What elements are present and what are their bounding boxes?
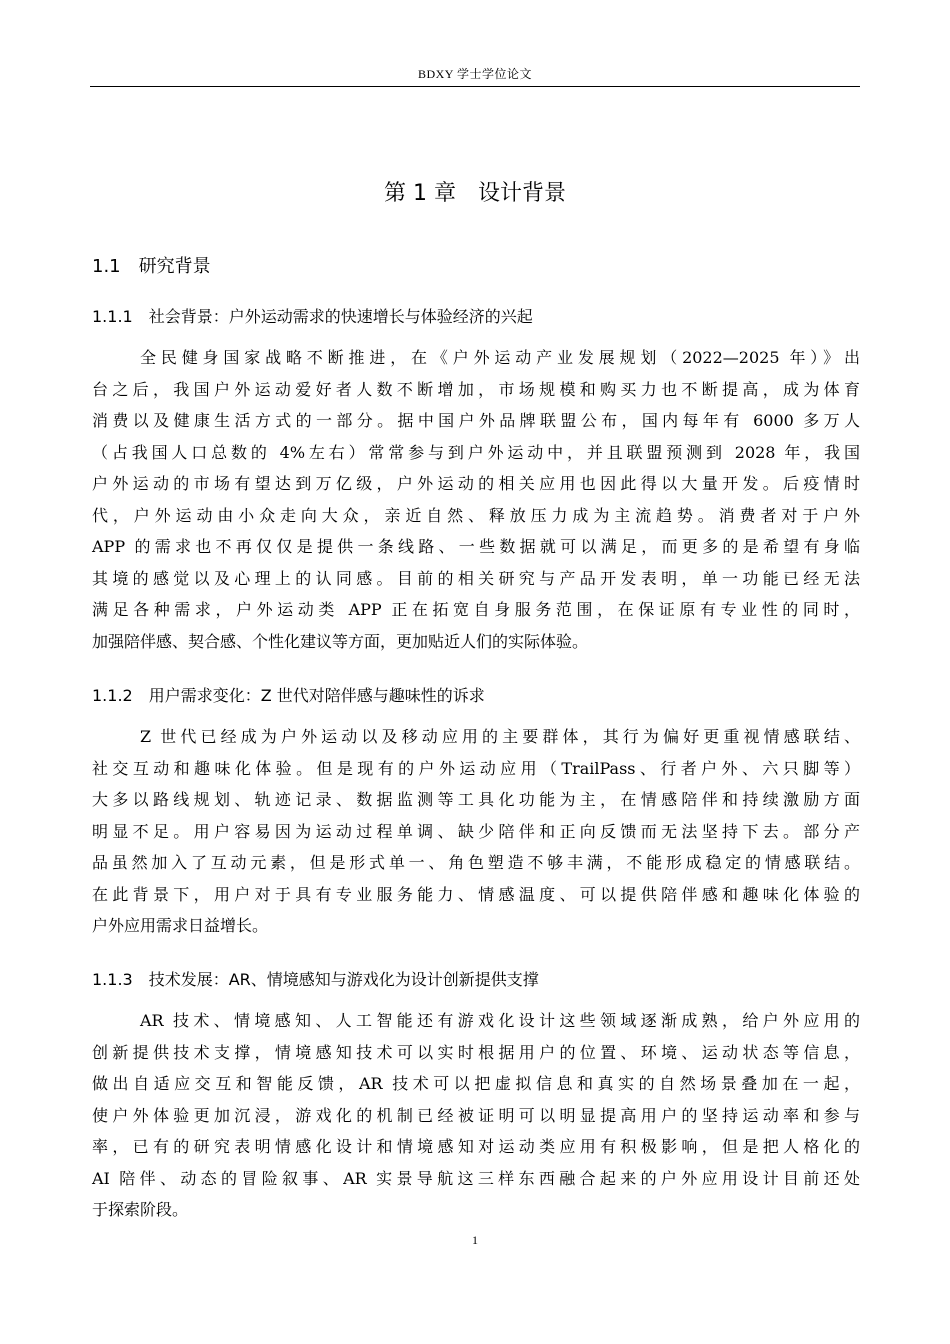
paragraph-line: （占我国人口总数的 4%左右）常常参与到户外运动中，并且联盟预测到 2028 年，我国 xyxy=(92,442,860,462)
paragraph-line: 率，已有的研究表明情感化设计和情境感知对运动类应用有积极影响，但是把人格化的 xyxy=(92,1137,860,1156)
page-number: 1 xyxy=(472,1233,478,1247)
paragraph-line: 于探索阶段。 xyxy=(92,1200,189,1219)
chapter-title: 第 1 章 设计背景 xyxy=(384,181,566,206)
subsection-heading-1-1-1: 1.1.1 社会背景：户外运动需求的快速增长与体验经济的兴起 xyxy=(92,307,533,326)
paragraph-line: 代，户外运动由小众走向大众，亲近自然、释放压力成为主流趋势。消费者对于户外 xyxy=(92,505,860,525)
paragraph-line: 加强陪伴感、契合感、个性化建议等方面，更加贴近人们的实际体验。 xyxy=(92,631,589,651)
paragraph-line: 其境的感觉以及心理上的认同感。目前的相关研究与产品开发表明，单一功能已经无法 xyxy=(92,568,860,588)
subsection-heading-1-1-2: 1.1.2 用户需求变化：Z 世代对陪伴感与趣味性的诉求 xyxy=(92,686,485,705)
paragraph-1-1-1 xyxy=(92,342,860,657)
paragraph-line: 户外应用需求日益增长。 xyxy=(92,916,269,935)
paragraph-line: Z 世代已经成为户外运动以及移动应用的主要群体，其行为偏好更重视情感联结、 xyxy=(140,727,860,746)
paragraph-line: 全民健身国家战略不断推进，在《户外运动产业发展规划（2022—2025 年）》出 xyxy=(140,348,860,367)
paragraph-line: AR 技术、情境感知、人工智能还有游戏化设计这些领域逐渐成熟，给户外应用的 xyxy=(140,1011,860,1030)
paragraph-line: AI 陪伴、动态的冒险叙事、AR 实景导航这三样东西融合起来的户外应用设计目前还处 xyxy=(92,1168,860,1188)
subsection-heading-1-1-3: 1.1.3 技术发展：AR、情境感知与游戏化为设计创新提供支撑 xyxy=(92,970,539,989)
paragraph-line: 大多以路线规划、轨迹记录、数据监测等工具化功能为主，在情感陪伴和持续激励方面 xyxy=(92,790,860,809)
header-rule xyxy=(90,86,860,87)
section-heading-1-1: 1.1 研究背景 xyxy=(92,256,211,277)
paragraph-line: 品虽然加入了互动元素，但是形式单一、角色塑造不够丰满，不能形成稳定的情感联结。 xyxy=(92,853,860,872)
paragraph-1-1-3 xyxy=(92,1005,860,1226)
running-header: BDXY 学士学位论文 xyxy=(417,67,533,81)
paragraph-line: 消费以及健康生活方式的一部分。据中国户外品牌联盟公布，国内每年有 6000 多万人 xyxy=(92,411,860,430)
paragraph-line: 社交互动和趣味化体验。但是现有的户外运动应用（TrailPass、行者户外、六只脚等） xyxy=(92,758,860,778)
paragraph-line: 满足各种需求，户外运动类 APP 正在拓宽自身服务范围，在保证原有专业性的同时， xyxy=(92,600,860,619)
paragraph-line: 做出自适应交互和智能反馈，AR 技术可以把虚拟信息和真实的自然场景叠加在一起， xyxy=(92,1074,860,1093)
paragraph-line: 台之后，我国户外运动爱好者人数不断增加，市场规模和购买力也不断提高，成为体育 xyxy=(92,379,860,399)
paragraph-line: 在此背景下，用户对于具有专业服务能力、情感温度、可以提供陪伴感和趣味化体验的 xyxy=(92,884,860,904)
paragraph-line: 创新提供技术支撑，情境感知技术可以实时根据用户的位置、环境、运动状态等信息， xyxy=(92,1042,860,1062)
paragraph-1-1-2 xyxy=(92,721,860,942)
paragraph-line: APP 的需求也不再仅仅是提供一条线路、一些数据就可以满足，而更多的是希望有身临 xyxy=(92,537,860,556)
paragraph-line: 户外运动的市场有望达到万亿级，户外运动的相关应用也因此得以大量开发。后疫情时 xyxy=(92,474,860,493)
paragraph-line: 使户外体验更加沉浸，游戏化的机制已经被证明可以明显提高用户的坚持运动率和参与 xyxy=(92,1105,860,1125)
paragraph-line: 明显不足。用户容易因为运动过程单调、缺少陪伴和正向反馈而无法坚持下去。部分产 xyxy=(92,821,860,841)
